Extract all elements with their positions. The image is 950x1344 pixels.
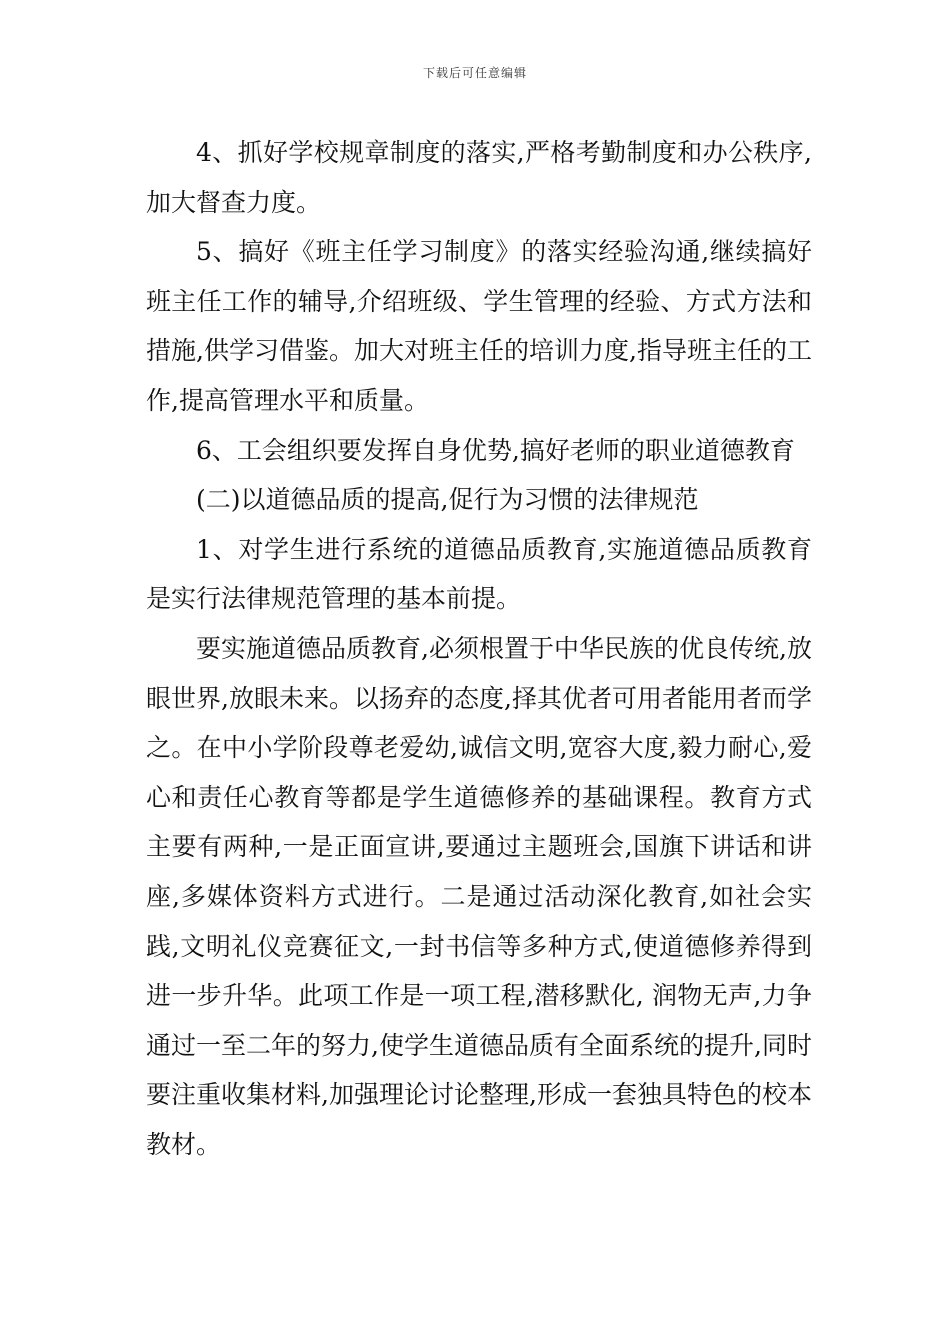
paragraph-item-5: 5、搞好《班主任学习制度》的落实经验沟通,继续搞好班主任工作的辅导,介绍班级、学生管理的经验、方式方法和措施,供学习借鉴。加大对班主任的培训力度,指导班主任的工作,提高管理水平和质量。	[146, 237, 812, 415]
paragraph-item-4: 4、抓好学校规章制度的落实,严格考勤制度和办公秩序,加大督查力度。	[146, 138, 812, 217]
paragraph-body: 要实施道德品质教育,必须根置于中华民族的优良传统,放眼世界,放眼未来。以扬弃的态度,择其优者可用者能用者而学之。在中小学阶段尊老爱幼,诚信文明,宽容大度,毅力耐心,爱心和责任心教育等都是学生道德修养的基础课程。教育方式主要有两种,一是正面宣讲,要通过主题班会,国旗下讲话和讲座,多媒体资料方式进行。二是通过活动深化教育,如社会实践,文明礼仪竞赛征文,一封书信等多种方式,使道德修养得到进一步升华。此项工作是一项工程,潜移默化, 润物无声,力争通过一至二年的努力,使学生道德品质有全面系统的提升,同时要注重收集材料,加强理论讨论整理,形成一套独具特色的校本教材。	[146, 633, 812, 1159]
paragraph-item-1: 1、对学生进行系统的道德品质教育,实施道德品质教育是实行法律规范管理的基本前提。	[146, 534, 812, 614]
paragraph-item-6: 6、工会组织要发挥自身优势,搞好老师的职业道德教育	[196, 435, 795, 465]
section-heading: (二)以道德品质的提高,促行为习惯的法律规范	[196, 485, 699, 515]
page-header: 下载后可任意编辑	[422, 66, 527, 80]
document-body	[146, 128, 812, 1169]
